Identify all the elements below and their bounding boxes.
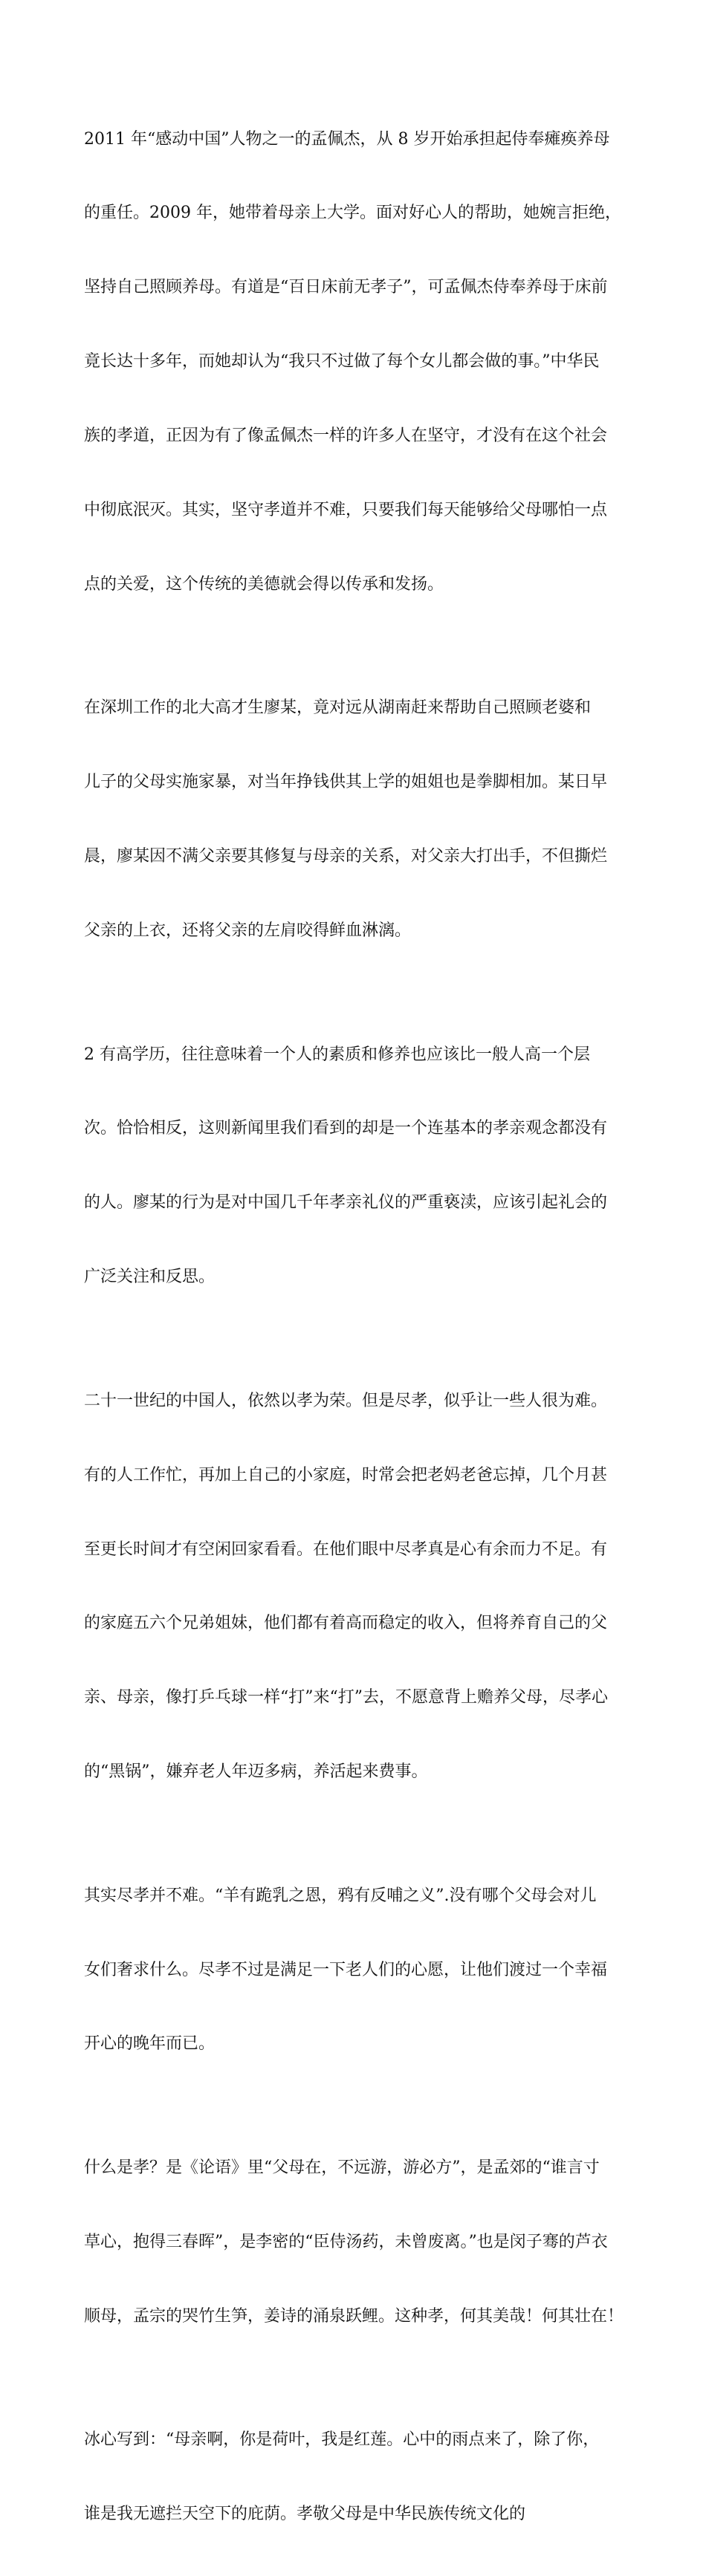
text-line: 点的关爱，这个传统的美德就会得以传承和发扬。	[84, 574, 444, 594]
text-line: 竟长达十多年，而她却认为“我只不过做了每个女儿都会做的事。”中华民	[84, 352, 600, 372]
text-line: 中彻底泯灭。其实，坚守孝道并不难，只要我们每天能够给父母哪怕一点	[84, 501, 608, 520]
text-line: 谁是我无遮拦天空下的庇荫。孝敬父母是中华民族传统文化的	[84, 2505, 526, 2524]
text-line: 至更长时间才有空闲回家看看。在他们眼中尽孝真是心有余而力不足。有	[84, 1540, 608, 1559]
text-line: 冰心写到：“母亲啊，你是荷叶，我是红莲。心中的雨点来了，除了你，	[84, 2430, 600, 2450]
paragraph-7	[84, 2378, 655, 2576]
text-line: 次。恰恰相反，这则新闻里我们看到的却是一个连基本的孝亲观念都没有	[84, 1119, 608, 1138]
text-line: 草心，抱得三春晖”，是李密的“臣侍汤药，未曾废离。”也是闵子骞的芦衣	[84, 2232, 608, 2251]
text-line: 父亲的上衣，还将父亲的左肩咬得鲜血淋漓。	[84, 921, 412, 941]
text-line: 有的人工作忙，再加上自己的小家庭，时常会把老妈老爸忘掉，几个月甚	[84, 1465, 608, 1485]
text-line: 2011 年“感动中国”人物之一的孟佩杰，从 8 岁开始承担起侍奉瘫痪养母	[84, 129, 610, 149]
paragraph-1	[84, 77, 655, 646]
paragraph-6	[84, 2106, 655, 2378]
text-line: 族的孝道，正因为有了像孟佩杰一样的许多人在坚守，才没有在这个社会	[84, 426, 608, 446]
text-line: 的重任。2009 年，她带着母亲上大学。面对好心人的帮助，她婉言拒绝，	[84, 204, 621, 223]
text-line: 女们奢求什么。尽孝不过是满足一下老人们的心愿，让他们渡过一个幸福	[84, 1960, 608, 1979]
paragraph-4	[84, 1339, 655, 1834]
text-line: 二十一世纪的中国人，依然以孝为荣。但是尽孝，似乎让一些人很为难。	[84, 1391, 608, 1410]
paragraph-2	[84, 646, 655, 993]
text-line: 什么是孝？是《论语》里“父母在，不远游，游必方”，是孟郊的“谁言寸	[84, 2158, 600, 2177]
text-line: 2 有高学历，往往意味着一个人的素质和修养也应该比一般人高一个层	[84, 1045, 590, 1064]
text-line: 坚持自己照顾养母。有道是“百日床前无孝子”，可孟佩杰侍奉养母于床前	[84, 278, 608, 297]
text-line: 晨，廖某因不满父亲要其修复与母亲的关系，对父亲大打出手，不但撕烂	[84, 847, 608, 866]
text-line: 的人。廖某的行为是对中国几千年孝亲礼仪的严重亵渎，应该引起礼会的	[84, 1193, 608, 1213]
text-line: 广泛关注和反思。	[84, 1268, 216, 1287]
text-line: 其实尽孝并不难。“羊有跪乳之恩，鸦有反哺之义”.没有哪个父母会对儿	[84, 1886, 597, 1905]
paragraph-3	[84, 993, 655, 1339]
text-line: 儿子的父母实施家暴，对当年挣钱供其上学的姐姐也是拳脚相加。某日早	[84, 773, 608, 792]
paragraph-5	[84, 1834, 655, 2106]
text-line: 顺母，孟宗的哭竹生笋，姜诗的涌泉跃鲤。这种孝，何其美哉！何其壮在！	[84, 2306, 624, 2326]
document-body	[84, 77, 655, 2576]
text-line: 的家庭五六个兄弟姐妹，他们都有着高而稳定的收入，但将养育自己的父	[84, 1614, 608, 1633]
text-line: 在深圳工作的北大高才生廖某，竟对远从湖南赶来帮助自己照顾老婆和	[84, 698, 592, 718]
text-line: 的“黑锅”，嫌弃老人年迈多病，养活起来费事。	[84, 1762, 428, 1782]
text-line: 开心的晚年而已。	[84, 2034, 216, 2054]
text-line: 亲、母亲，像打乒乓球一样“打”来“打”去，不愿意背上赡养父母，尽孝心	[84, 1688, 608, 1707]
